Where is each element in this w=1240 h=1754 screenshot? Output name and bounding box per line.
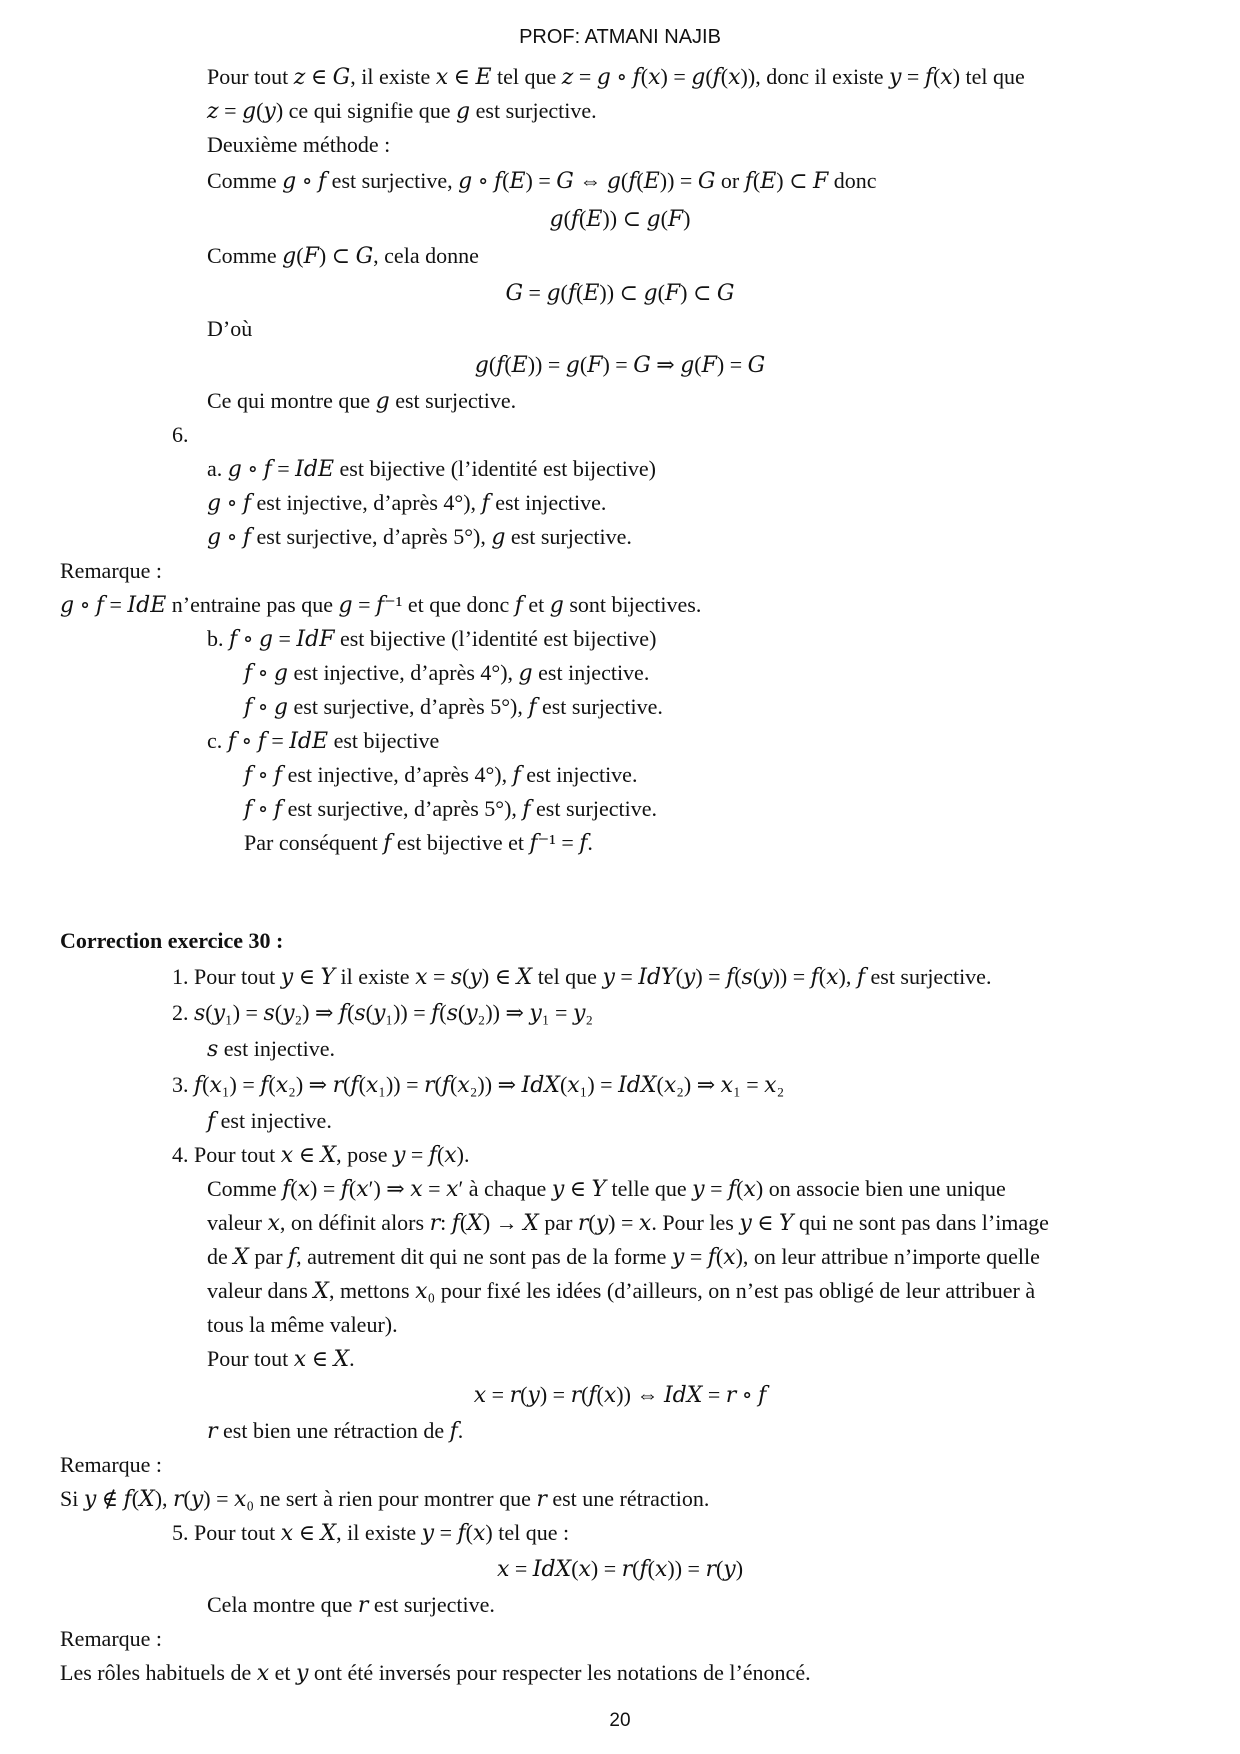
remark-label: Remarque : [60, 558, 163, 583]
text-line: Comme 𝑔(𝐹) ⊂ 𝐺, cela donne [207, 243, 479, 268]
text-line: b. 𝑓 ∘ 𝑔 = 𝐼𝑑𝐹 est bijective (l’identité est bijective) [207, 626, 657, 651]
text-line: valeur 𝑥, on définit alors 𝑟: 𝑓(𝑋) → 𝑋 par 𝑟(𝑦) = 𝑥. Pour les 𝑦 ∈ 𝑌 qui ne sont pas dans l’image [207, 1210, 1049, 1235]
text-line: Comme 𝑓(𝑥) = 𝑓(𝑥′) ⇒ 𝑥 = 𝑥′ à chaque 𝑦 ∈ 𝑌 telle que 𝑦 = 𝑓(𝑥) on associe bien une unique [207, 1176, 1006, 1201]
text-line: de 𝑋 par 𝑓, autrement dit qui ne sont pas de la forme 𝑦 = 𝑓(𝑥), on leur attribue n’importe quelle [207, 1244, 1040, 1269]
list-number: 6. [172, 422, 189, 447]
text-line: Si 𝑦 ∉ 𝑓(𝑋), 𝑟(𝑦) = 𝑥₀ ne sert à rien pour montrer que 𝑟 est une rétraction. [60, 1486, 710, 1511]
text-line: Pour tout 𝑥 ∈ 𝑋. [207, 1346, 355, 1371]
section-heading: Correction exercice 30 : [60, 928, 284, 953]
text-line: Deuxième méthode : [207, 132, 391, 157]
text-line: Ce qui montre que 𝑔 est surjective. [207, 388, 517, 413]
text-line: 1. Pour tout 𝑦 ∈ 𝑌 il existe 𝑥 = 𝑠(𝑦) ∈ 𝑋 tel que 𝑦 = 𝐼𝑑𝑌(𝑦) = 𝑓(𝑠(𝑦)) = 𝑓(𝑥), 𝑓 est surjective. [172, 964, 992, 989]
remark-label: Remarque : [60, 1452, 163, 1477]
equation: 𝐺 = 𝑔(𝑓(𝐸)) ⊂ 𝑔(𝐹) ⊂ 𝐺 [505, 280, 735, 305]
remark-label: Remarque : [60, 1626, 163, 1651]
text-line: 𝑓 ∘ 𝑔 est injective, d’après 4°), 𝑔 est injective. [244, 660, 650, 685]
text-line: 2. 𝑠(𝑦₁) = 𝑠(𝑦₂) ⇒ 𝑓(𝑠(𝑦₁)) = 𝑓(𝑠(𝑦₂)) ⇒ 𝑦₁ = 𝑦₂ [172, 1000, 594, 1025]
text-line: 𝑔 ∘ 𝑓 est surjective, d’après 5°), 𝑔 est surjective. [207, 524, 632, 549]
page-number: 20 [609, 1710, 631, 1731]
text-line: tous la même valeur). [207, 1312, 398, 1337]
text-line: Comme 𝑔 ∘ 𝑓 est surjective, 𝑔 ∘ 𝑓(𝐸) = 𝐺 ⇔ 𝑔(𝑓(𝐸)) = 𝐺 or 𝑓(𝐸) ⊂ 𝐹 donc [207, 168, 877, 193]
text-line: Cela montre que 𝑟 est surjective. [207, 1592, 495, 1617]
text-line: Pour tout 𝑧 ∈ 𝐺, il existe 𝑥 ∈ 𝐸 tel que 𝑧 = 𝑔 ∘ 𝑓(𝑥) = 𝑔(𝑓(𝑥)), donc il existe 𝑦 = 𝑓(𝑥) tel que [207, 64, 1025, 89]
text-line: valeur dans 𝑋, mettons 𝑥₀ pour fixé les idées (d’ailleurs, on n’est pas obligé de leur attribuer à [207, 1278, 1036, 1303]
text-line: 𝑔 ∘ 𝑓 = 𝐼𝑑𝐸 n’entraine pas que 𝑔 = 𝑓⁻¹ et que donc 𝑓 et 𝑔 sont bijectives. [60, 592, 702, 617]
text-line: 3. 𝑓(𝑥₁) = 𝑓(𝑥₂) ⇒ 𝑟(𝑓(𝑥₁)) = 𝑟(𝑓(𝑥₂)) ⇒ 𝐼𝑑𝑋(𝑥₁) = 𝐼𝑑𝑋(𝑥₂) ⇒ 𝑥₁ = 𝑥₂ [172, 1072, 785, 1097]
text-line: 𝑧 = 𝑔(𝑦) ce qui signifie que 𝑔 est surjective. [207, 98, 597, 123]
text-line: 𝑠 est injective. [207, 1036, 335, 1061]
text-line: c. 𝑓 ∘ 𝑓 = 𝐼𝑑𝐸 est bijective [207, 728, 440, 753]
text-line: Par conséquent 𝑓 est bijective et 𝑓⁻¹ = 𝑓. [244, 830, 593, 855]
equation: 𝑔(𝑓(𝐸)) = 𝑔(𝐹) = 𝐺 ⇒ 𝑔(𝐹) = 𝐺 [474, 352, 766, 377]
equation: 𝑥 = 𝐼𝑑𝑋(𝑥) = 𝑟(𝑓(𝑥)) = 𝑟(𝑦) [496, 1556, 744, 1581]
text-line: 4. Pour tout 𝑥 ∈ 𝑋, pose 𝑦 = 𝑓(𝑥). [172, 1142, 470, 1167]
text-line: 5. Pour tout 𝑥 ∈ 𝑋, il existe 𝑦 = 𝑓(𝑥) tel que : [172, 1520, 570, 1545]
text-line: 𝑓 ∘ 𝑔 est surjective, d’après 5°), 𝑓 est surjective. [244, 694, 663, 719]
page-header: PROF: ATMANI NAJIB [519, 26, 721, 48]
text-line: 𝑓 ∘ 𝑓 est injective, d’après 4°), 𝑓 est injective. [244, 762, 638, 787]
text-line: 𝑟 est bien une rétraction de 𝑓. [207, 1418, 464, 1443]
equation: 𝑔(𝑓(𝐸)) ⊂ 𝑔(𝐹) [549, 206, 691, 231]
text-line: 𝑓 est injective. [207, 1108, 332, 1133]
equation: 𝑥 = 𝑟(𝑦) = 𝑟(𝑓(𝑥)) ⇔ 𝐼𝑑𝑋 = 𝑟 ∘ 𝑓 [473, 1382, 767, 1407]
text-line: 𝑔 ∘ 𝑓 est injective, d’après 4°), 𝑓 est injective. [207, 490, 607, 515]
text-line: a. 𝑔 ∘ 𝑓 = 𝐼𝑑𝐸 est bijective (l’identité est bijective) [207, 456, 656, 481]
text-line: 𝑓 ∘ 𝑓 est surjective, d’après 5°), 𝑓 est surjective. [244, 796, 657, 821]
text-line: Les rôles habituels de 𝑥 et 𝑦 ont été inversés pour respecter les notations de l’énoncé. [60, 1660, 811, 1685]
text-line: D’où [207, 316, 253, 341]
